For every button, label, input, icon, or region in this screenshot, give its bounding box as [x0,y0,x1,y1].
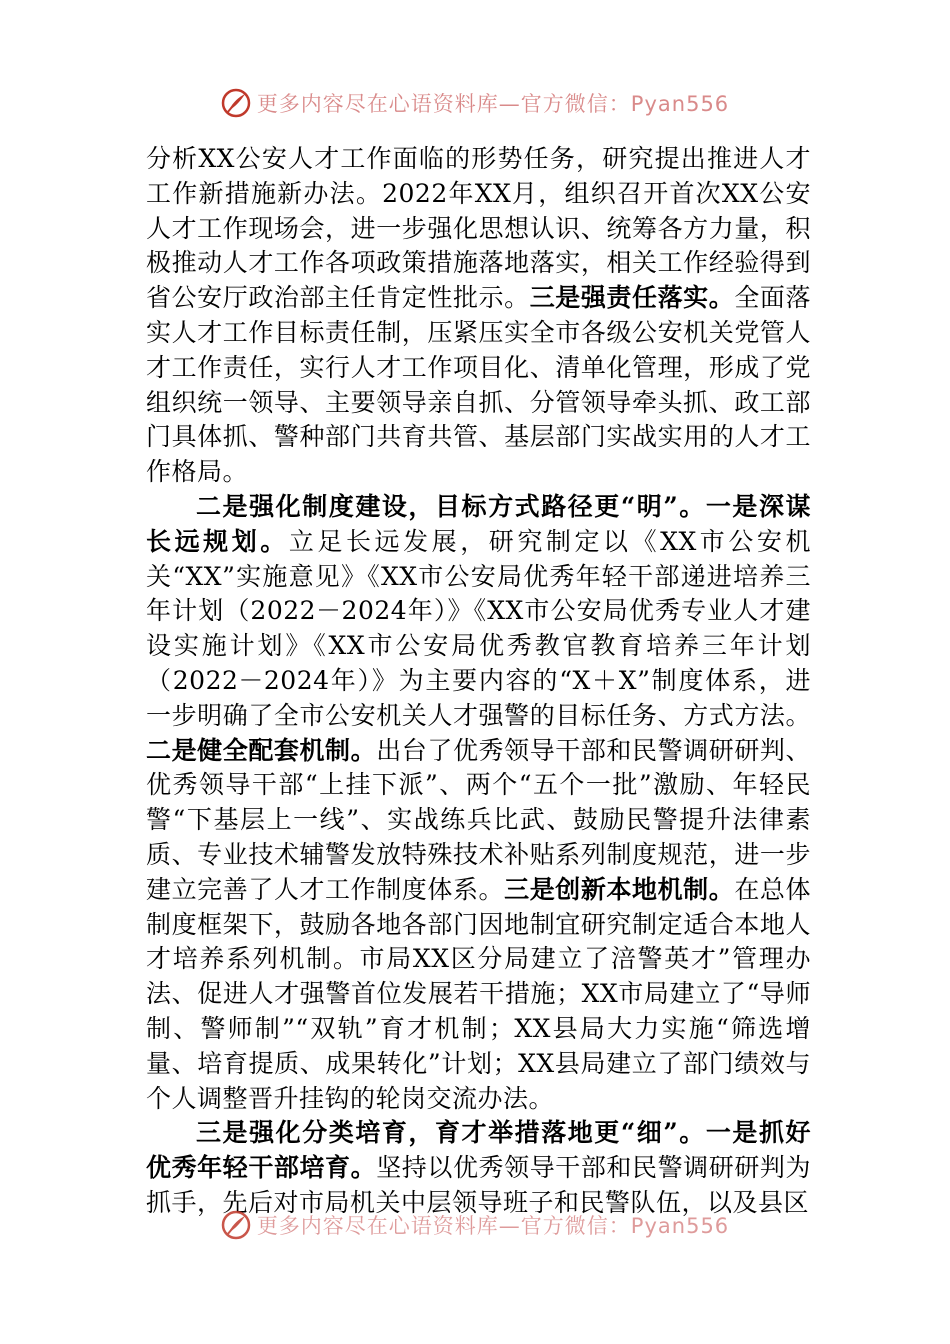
body-text: 分析XX公安人才工作面临的形势任务，研究提出推进人才工作新措施新办法。2022年XX月，组织召开首次XX公安人才工作现场会，进一步强化思想认识、统筹各方力量，积极推动人才工作各项政策措施落地落实，相关工作经验得到省公安厅政治部主任肯定性批示。 [146,144,811,313]
body-text: 立足长远发展，研究制定以《XX市公安机关“XX”实施意见》《XX市公安局优秀年轻干部递进培养三年计划（2022－2024年）》《XX市公安局优秀专业人才建设实施计划》《XX市公安局优秀教官教育培养三年计划（2022－2024年）》为主要内容的“X＋X”制度体系，进一步明确了全市公安机关人才强警的目标任务、方式方法。 [146,526,811,730]
body-text: 坚持以优秀领导干部和民警调研研判为抓手，先后对市局机关中层领导班子和民警队伍，以及县区 [146,1153,811,1217]
body-text: 在总体制度框架下，鼓励各地各部门因地制宜研究制定适合本地人才培养系列机制。市局XX区分局建立了涪警英才”管理办法、促进人才强警首位发展若干措施；XX市局建立了“导师制、警师制”“双轨”育才机制；XX县局大力实施“筛选增量、培育提质、成果转化”计划；XX县局建立了部门绩效与个人调整晋升挂钩的轮岗交流办法。 [146,874,811,1113]
watermark-text: 更多内容尽在心语资料库—官方微信：Pyan556 [256,92,730,116]
watermark-header [0,88,950,118]
feather-pen-logo-icon [221,88,251,118]
bold-heading-text: 三是创新本地机制。 [504,874,735,904]
bold-heading-text: 二是强化制度建设，目标方式路径更“明”。一是深谋长远规划。 [146,491,811,556]
feather-pen-logo-icon [221,1210,251,1240]
watermark-footer [0,1210,950,1240]
body-text: 出台了优秀领导干部和民警调研研判、优秀领导干部“上挂下派”、两个“五个一批”激励、年轻民警“下基层上一线”、实战练兵比武、鼓励民警提升法律素质、专业技术辅警发放特殊技术补贴系列制度规范，进一步建立完善了人才工作制度体系。 [146,735,811,904]
bold-heading-text: 三是强责任落实。 [529,283,735,313]
paragraph [146,142,811,490]
bold-heading-text: 二是健全配套机制。 [146,735,377,765]
watermark-text: 更多内容尽在心语资料库—官方微信：Pyan556 [256,1214,730,1238]
document-body [146,142,811,1221]
bold-heading-text: 三是强化分类培育，育才举措落地更“细”。一是抓好优秀年轻干部培育。 [146,1118,811,1183]
paragraph [146,490,811,1116]
body-text: 全面落实人才工作目标责任制，压紧压实全市各级公安机关党管人才工作责任，实行人才工作项目化、清单化管理，形成了党组织统一领导、主要领导亲自抓、分管领导牵头抓、政工部门具体抓、警种部门共育共管、基层部门实战实用的人才工作格局。 [146,283,811,487]
paragraph [146,1116,811,1220]
